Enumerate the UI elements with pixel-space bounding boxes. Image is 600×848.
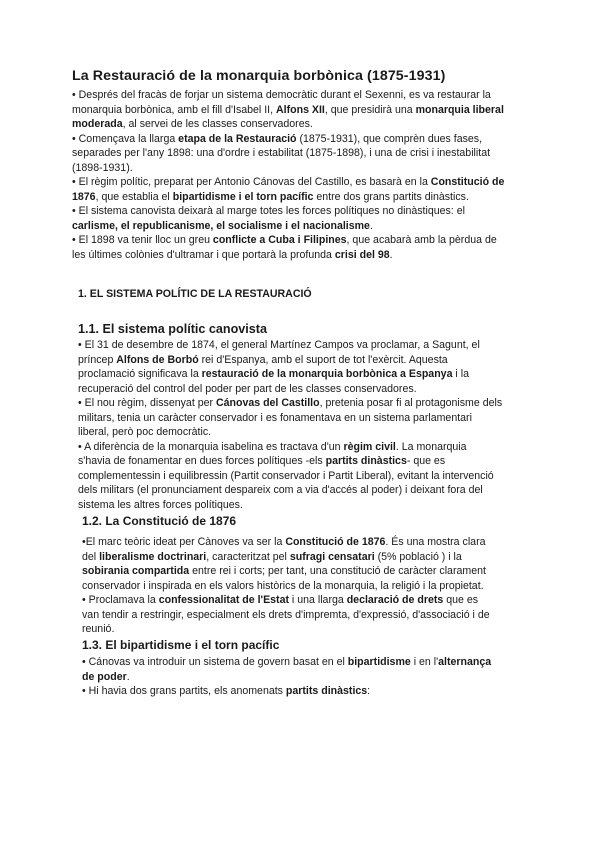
section-1-2-block: [82, 535, 534, 637]
body-line: • A diferència de la monarquia isabelina es tractava d'un règim civil. La monarquia: [78, 440, 467, 453]
intro-line: • El règim polític, preparat per Antonio Cánovas del Castillo, es basarà en la Constitució de: [72, 176, 505, 188]
body-line: sobirania compartida entre rei i corts; per tant, una constitució de caràcter clarament: [82, 565, 486, 577]
body-line: s'havia de fonamentar en dues forces polítiques -els partits dinàstics- que es: [78, 455, 446, 467]
intro-line: (1898-1931).: [72, 161, 133, 174]
body-line: • Proclamava la confessionalitat de l'Estat i una llarga declaració de drets que es: [82, 594, 479, 606]
body-line: militars, tenia un caràcter conservador i es fonamentava en un sistema parlamentari: [78, 411, 472, 424]
section-1-3-block: [82, 655, 534, 699]
body-line: • Hi havia dos grans partits, els anomenats partits dinàstics:: [82, 685, 371, 697]
body-line: complementessin i equilibressin (Partit conservador i Partit Liberal), evitant la intervenció: [78, 469, 494, 482]
body-line: • El nou règim, dissenyat per Cánovas del Castillo, pretenia posar fi al protagonisme dels: [78, 397, 503, 409]
intro-line: separades per l'any 1898: una d'ordre i estabilitat (1875-1898), i una de crisi i inestabilitat: [72, 147, 491, 159]
body-line: sistema les altres forces polítiques.: [78, 498, 243, 511]
intro-line: les últimes colònies d'ultramar i que portarà la profunda crisi del 98.: [72, 248, 393, 261]
body-line: dels militars (el pronunciament despareix com a via d'accés al poder) i deixant fora del: [78, 484, 483, 496]
intro-line: • El sistema canovista deixarà al marge totes les forces polítiques no dinàstiques: el: [72, 205, 465, 217]
section-1-1-block: [78, 338, 534, 512]
subsection-heading: 1.3. El bipartidisme i el torn pacífic: [82, 638, 280, 652]
subsection-heading: 1.2. La Constitució de 1876: [82, 514, 237, 528]
body-line: liberal, però poc democràtic.: [78, 426, 212, 438]
body-line: proclamació significava la restauració de la monarquia borbònica a Espanya i la: [78, 368, 469, 380]
body-line: de poder.: [82, 670, 130, 683]
body-line: •El marc teòric ideat per Cànoves va ser la Constitució de 1876. És una mostra clara: [82, 536, 486, 548]
intro-line: carlisme, el republicanisme, el socialisme i el nacionalisme.: [72, 219, 373, 232]
intro-block: [72, 88, 534, 262]
body-line: príncep Alfons de Borbó rei d'Espanya, amb el suport de tot l'exèrcit. Aquesta: [78, 353, 448, 366]
intro-line: • Començava la llarga etapa de la Restauració (1875-1931), que comprèn dues fases,: [72, 132, 483, 145]
intro-line: • El 1898 va tenir lloc un greu conflicte a Cuba i Filipines, que acabarà amb la pèrdua de: [72, 234, 497, 246]
body-line: • El 31 de desembre de 1874, el general Martínez Campos va proclamar, a Sagunt, el: [78, 339, 480, 351]
section-heading: 1. EL SISTEMA POLÍTIC DE LA RESTAURACIÓ: [78, 288, 312, 300]
intro-line: monarquia borbònica, amb el fill d'Isabel II, Alfons XII, que presidirà una monarquia liberal: [72, 103, 504, 116]
intro-line: • Després del fracàs de forjar un sistema democràtic durant el Sexenni, es va restaurar la: [72, 89, 491, 101]
subsection-heading: 1.1. El sistema polític canovista: [78, 322, 267, 336]
document-title: La Restauració de la monarquia borbònica (1875-1931): [72, 68, 446, 84]
body-line: reunió.: [82, 623, 115, 635]
intro-line: 1876, que establia el bipartidisme i el torn pacífic entre dos grans partits dinàstics.: [72, 190, 469, 203]
body-line: recuperació del control del poder per part de les classes conservadores.: [78, 382, 417, 395]
intro-line: moderada, al servei de les classes conservadores.: [72, 118, 313, 130]
body-line: del liberalisme doctrinari, caracteritzat pel sufragi censatari (5% població ) i la: [82, 550, 462, 563]
body-line: • Cánovas va introduir un sistema de govern basat en el bipartidisme i en l'alternança: [82, 656, 492, 668]
body-line: conservador i inspirada en els valors històrics de la monarquia, la religió i la propietat.: [82, 579, 484, 592]
body-line: van tendir a restringir, especialment els drets d'impremta, d'expressió, d'associació i de: [82, 608, 490, 621]
